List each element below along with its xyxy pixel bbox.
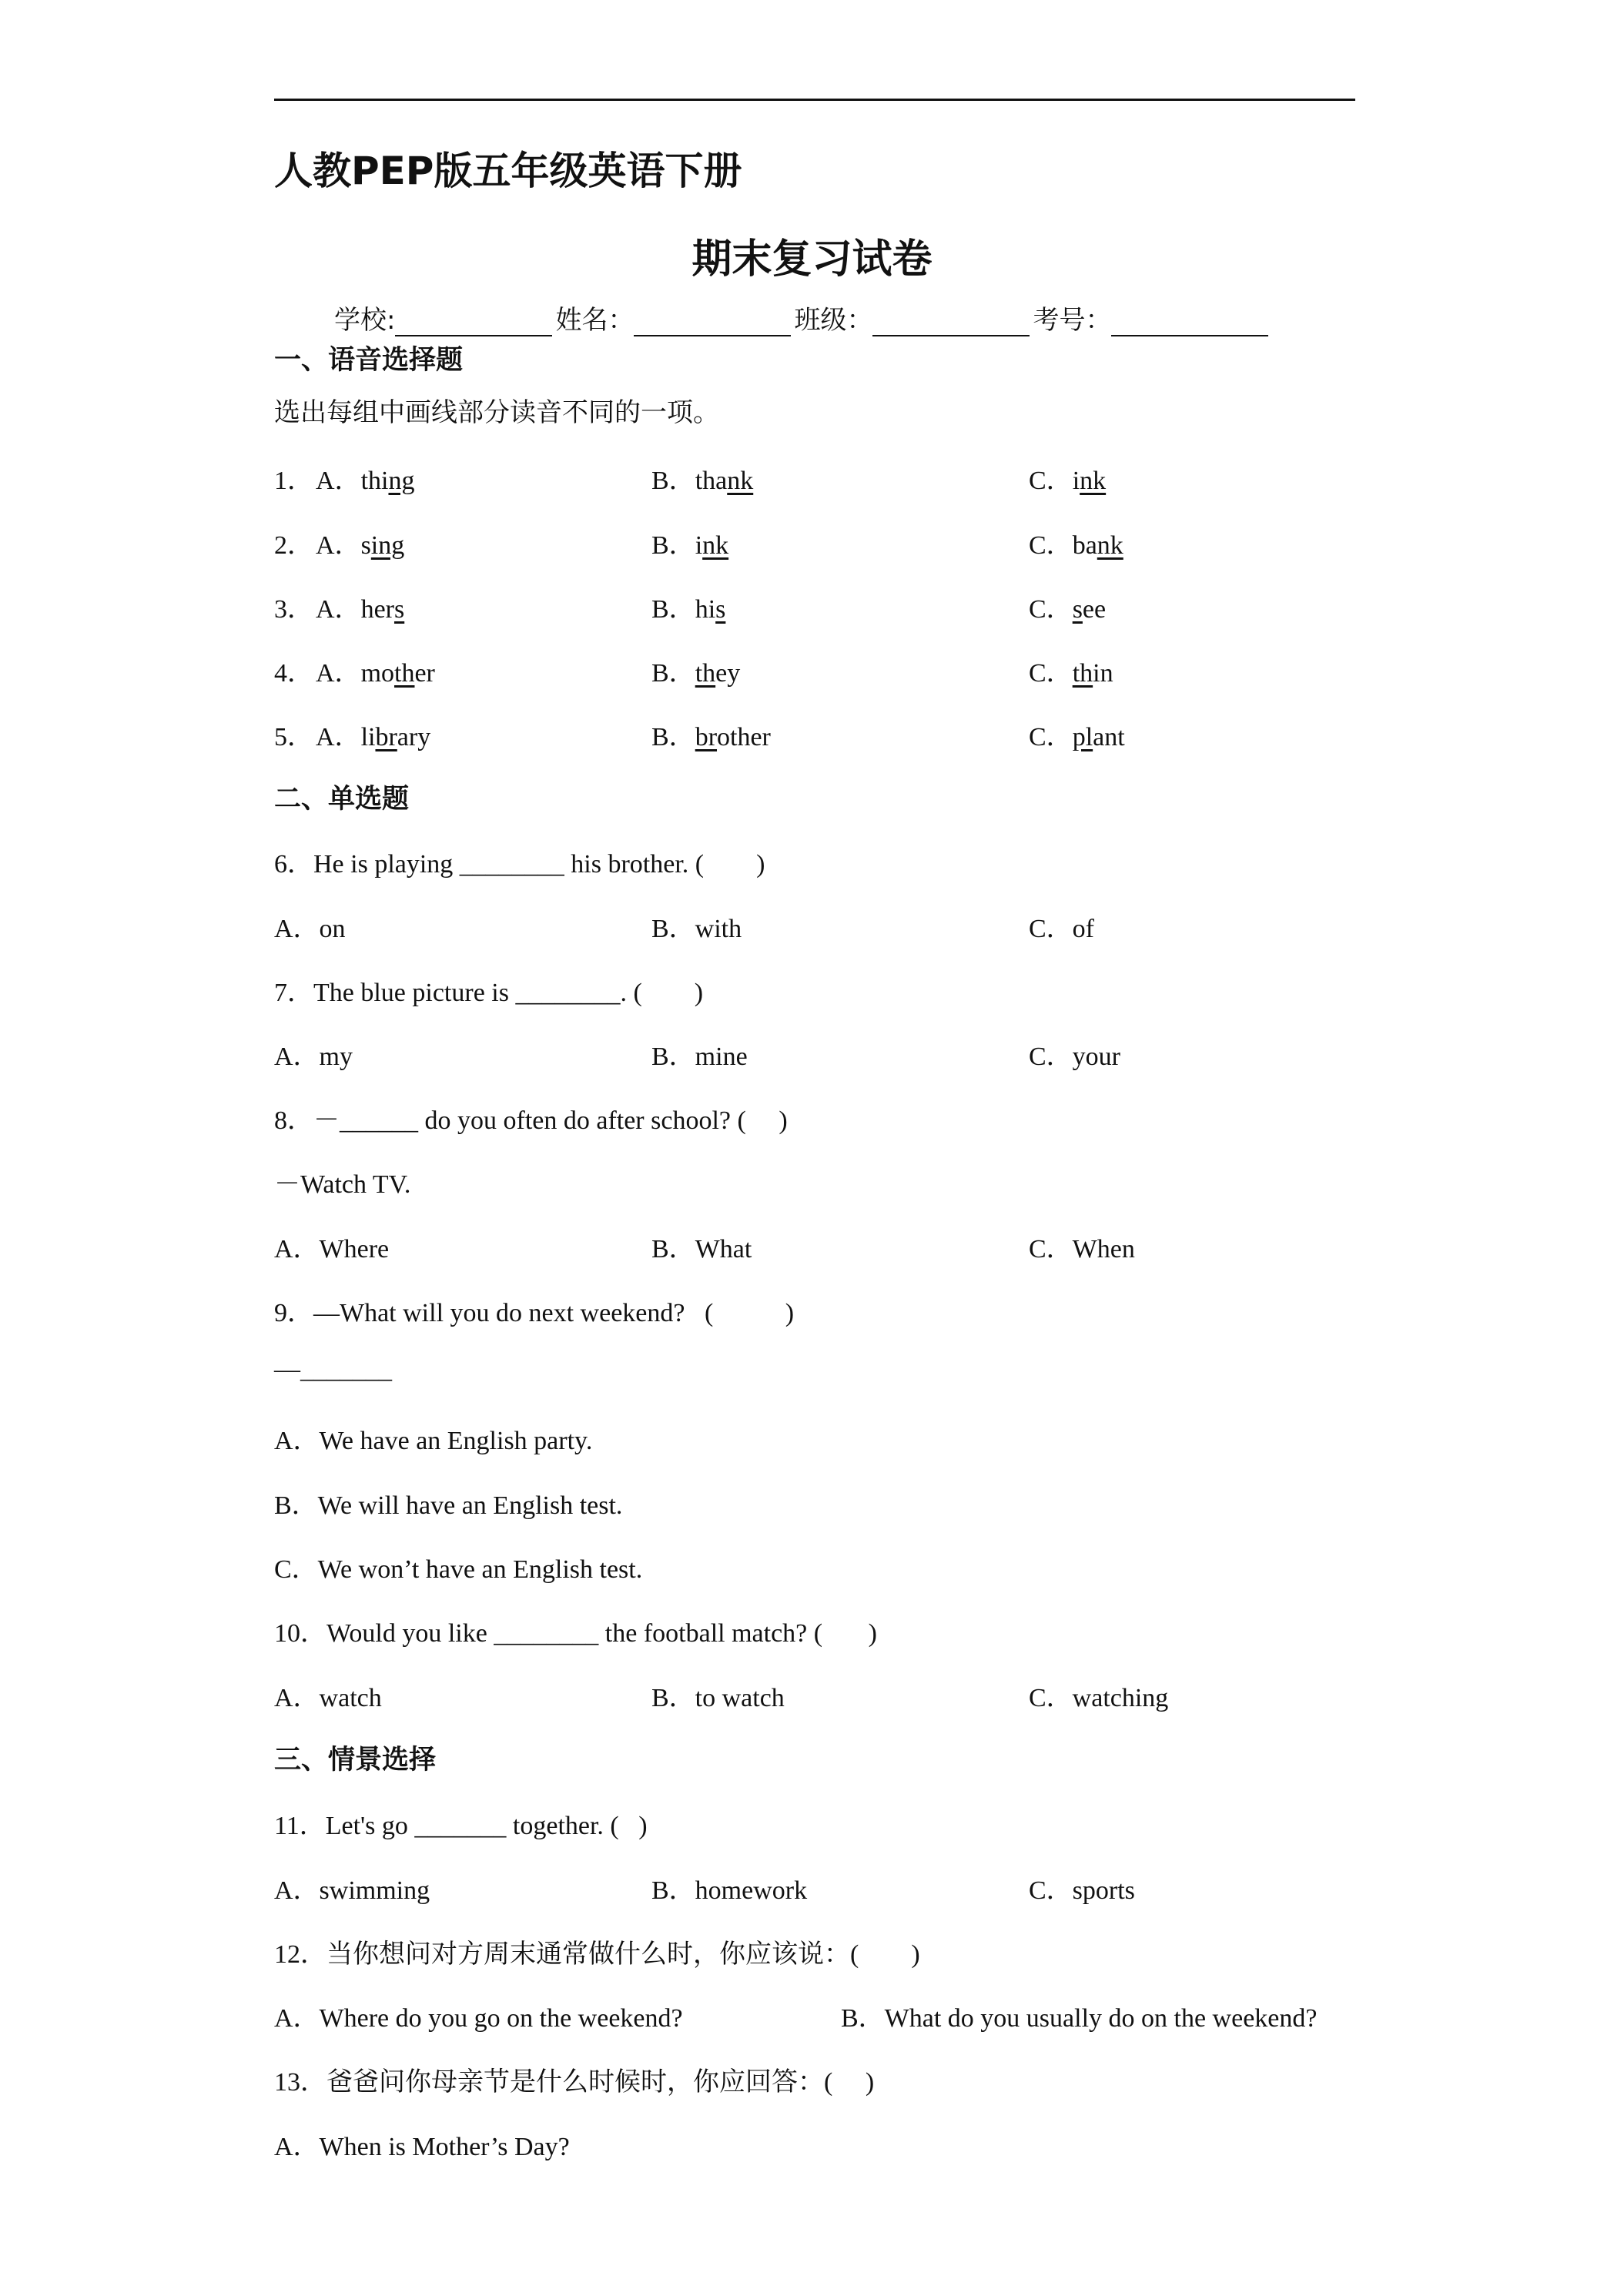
dialogue-reply: —_______ — [274, 1355, 392, 1384]
option-b: B．brother — [651, 723, 771, 751]
question-text: 12．当你想问对方周末通常做什么时，你应该说：( ) — [274, 1940, 920, 1969]
question-text: 9．—What will you do next weekend? ( ) — [274, 1299, 795, 1327]
option-a: A．mother — [316, 659, 435, 688]
option-c: C．bank — [1029, 531, 1123, 560]
question-number: 5． — [274, 723, 313, 751]
school-blank[interactable] — [395, 307, 552, 336]
question-text: 8．－______ do you often do after school? ( ) — [274, 1106, 788, 1135]
name-field: 姓名： — [555, 299, 794, 336]
exam-number-field: 考号： — [1033, 299, 1271, 336]
option-a: A．Where do you go on the weekend? — [274, 2004, 683, 2033]
question-text: 10．Would you like ________ the football match? ( ) — [274, 1619, 877, 1648]
option-a: A．on — [274, 915, 346, 943]
option-c: C．thin — [1029, 659, 1113, 688]
class-field: 班级： — [794, 299, 1033, 336]
school-field: 学校: — [334, 299, 555, 336]
option-a: A．hers — [316, 595, 405, 624]
option-a: A．We have an English party. — [274, 1427, 593, 1455]
option-c: C．of — [1029, 915, 1094, 943]
option-b: B．his — [651, 595, 726, 624]
option-b: B．ink — [651, 531, 729, 560]
name-blank[interactable] — [634, 307, 791, 336]
option-a: A．When is Mother’s Day? — [274, 2133, 570, 2161]
page-title: 期末复习试卷 — [691, 236, 933, 283]
option-b: B．We will have an English test. — [274, 1491, 623, 1520]
option-c: C．see — [1029, 595, 1107, 624]
section-title: 二、单选题 — [274, 784, 410, 815]
option-c: C．plant — [1029, 723, 1125, 751]
option-a: A．sing — [316, 531, 405, 560]
question-number: 4． — [274, 659, 313, 688]
option-b: B．thank — [651, 467, 754, 495]
exam-number-blank[interactable] — [1111, 307, 1268, 336]
question-text: 6．He is playing ________ his brother. ( ) — [274, 850, 765, 879]
option-c: C．We won’t have an English test. — [274, 1555, 643, 1584]
option-c: C．ink — [1029, 467, 1107, 495]
option-a: A．Where — [274, 1235, 390, 1263]
question-text: 13．爸爸问你母亲节是什么时候时，你应回答：( ) — [274, 2068, 875, 2097]
option-b: B．they — [651, 659, 741, 688]
section-instruction: 选出每组中画线部分读音不同的一项。 — [274, 397, 719, 428]
option-c: C．When — [1029, 1235, 1135, 1263]
option-a: A．swimming — [274, 1876, 430, 1905]
question-text: 7．The blue picture is ________. ( ) — [274, 979, 704, 1007]
option-b: B．with — [651, 915, 742, 943]
option-b: B．homework — [651, 1876, 808, 1905]
question-number: 2． — [274, 531, 313, 560]
question-text: 11．Let's go _______ together. ( ) — [274, 1812, 648, 1840]
option-c: C．your — [1029, 1043, 1120, 1071]
option-c: C．sports — [1029, 1876, 1135, 1905]
option-a: A．thing — [316, 467, 415, 495]
option-b: B．to watch — [651, 1684, 785, 1712]
header-rule — [274, 99, 1355, 101]
option-a: A．library — [316, 723, 431, 751]
section-title: 一、语音选择题 — [274, 345, 464, 376]
option-a: A．watch — [274, 1684, 382, 1712]
question-number: 3． — [274, 595, 313, 624]
option-b: B．mine — [651, 1043, 748, 1071]
student-info-row — [334, 299, 1271, 336]
class-blank[interactable] — [872, 307, 1030, 336]
section-title: 三、情景选择 — [274, 1745, 437, 1776]
series-title: 人教PEP版五年级英语下册 — [274, 149, 742, 193]
option-b: B．What do you usually do on the weekend? — [841, 2004, 1318, 2033]
question-number: 1． — [274, 467, 313, 495]
option-b: B．What — [651, 1235, 752, 1263]
option-a: A．my — [274, 1043, 353, 1071]
dialogue-reply: －Watch TV. — [274, 1170, 411, 1199]
option-c: C．watching — [1029, 1684, 1169, 1712]
